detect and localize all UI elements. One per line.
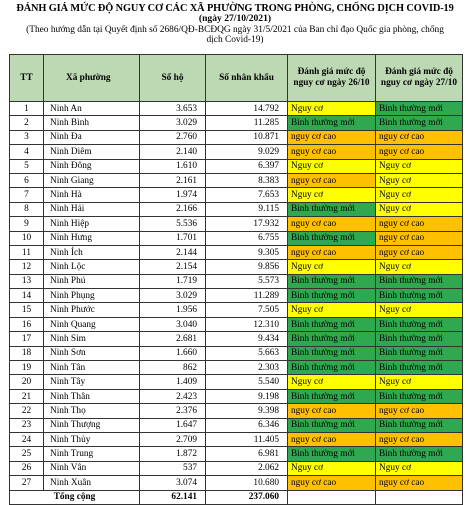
cell-households: 1.872 bbox=[140, 447, 206, 461]
cell-eval-2610: Bình thường mới bbox=[288, 317, 376, 331]
cell-tt: 15 bbox=[10, 303, 44, 317]
table-row bbox=[10, 432, 463, 446]
cell-tt: 17 bbox=[10, 332, 44, 346]
cell-population: 5.540 bbox=[206, 375, 288, 389]
cell-eval-2710: Bình thường mới bbox=[376, 116, 463, 130]
cell-population: 7.653 bbox=[206, 188, 288, 202]
cell-population: 9.434 bbox=[206, 332, 288, 346]
cell-households: 1.409 bbox=[140, 375, 206, 389]
cell-households: 1.610 bbox=[140, 159, 206, 173]
table-row bbox=[10, 260, 463, 274]
table-row bbox=[10, 145, 463, 159]
cell-tt: 9 bbox=[10, 217, 44, 231]
cell-eval-2610: Bình thường mới bbox=[288, 361, 376, 375]
cell-eval-2710: Bình thường mới bbox=[376, 289, 463, 303]
document-note-line1: (Theo hướng dẫn tại Quyết định số 2686/QĐ-BCĐQG ngày 31/5/2021 của Ban chỉ đạo Quốc gia phòng, chống bbox=[26, 24, 444, 35]
table-row bbox=[10, 289, 463, 303]
table-row bbox=[10, 231, 463, 245]
cell-eval-2710: Bình thường mới bbox=[376, 274, 463, 288]
cell-eval-2710: Nguy cơ bbox=[376, 260, 463, 274]
cell-ward-name: Ninh Đa bbox=[44, 130, 140, 144]
cell-population: 2.062 bbox=[206, 461, 288, 475]
cell-eval-2710: Bình thường mới bbox=[376, 102, 463, 116]
cell-households: 2.144 bbox=[140, 245, 206, 259]
document-note-line2: dịch Covid-19) bbox=[206, 35, 264, 45]
cell-ward-name: Ninh Thọ bbox=[44, 404, 140, 418]
cell-eval-2610: nguy cơ cao bbox=[288, 476, 376, 490]
cell-population: 2.303 bbox=[206, 361, 288, 375]
cell-ward-name: Ninh Sơn bbox=[44, 346, 140, 360]
cell-eval-2610: Nguy cơ bbox=[288, 260, 376, 274]
column-header-households: Số hộ bbox=[140, 55, 206, 102]
column-header-ward: Xã phường bbox=[44, 55, 140, 102]
cell-tt: 12 bbox=[10, 260, 44, 274]
cell-population: 12.310 bbox=[206, 317, 288, 331]
cell-eval-2610: Nguy cơ bbox=[288, 159, 376, 173]
cell-tt: 11 bbox=[10, 245, 44, 259]
cell-tt: 18 bbox=[10, 346, 44, 360]
cell-tt: 22 bbox=[10, 404, 44, 418]
cell-population: 9.115 bbox=[206, 202, 288, 216]
cell-households: 5.536 bbox=[140, 217, 206, 231]
cell-households: 2.760 bbox=[140, 130, 206, 144]
cell-households: 1.956 bbox=[140, 303, 206, 317]
cell-tt: 4 bbox=[10, 145, 44, 159]
cell-ward-name: Ninh Ích bbox=[44, 245, 140, 259]
cell-population: 6.981 bbox=[206, 447, 288, 461]
cell-ward-name: Ninh Vân bbox=[44, 461, 140, 475]
total-empty-cell bbox=[376, 490, 463, 504]
cell-eval-2710: Bình thường mới bbox=[376, 389, 463, 403]
cell-ward-name: Ninh An bbox=[44, 102, 140, 116]
cell-tt: 1 bbox=[10, 102, 44, 116]
cell-ward-name: Ninh Hải bbox=[44, 202, 140, 216]
cell-households: 2.681 bbox=[140, 332, 206, 346]
table-row bbox=[10, 217, 463, 231]
cell-population: 9.398 bbox=[206, 404, 288, 418]
cell-population: 6.755 bbox=[206, 231, 288, 245]
cell-eval-2710: Bình thường mới bbox=[376, 418, 463, 432]
cell-eval-2610: nguy cơ cao bbox=[288, 432, 376, 446]
cell-eval-2610: Nguy cơ bbox=[288, 303, 376, 317]
cell-eval-2610: Bình thường mới bbox=[288, 116, 376, 130]
total-row bbox=[10, 490, 463, 504]
table-row bbox=[10, 116, 463, 130]
table-row bbox=[10, 159, 463, 173]
cell-tt: 26 bbox=[10, 461, 44, 475]
cell-households: 2.140 bbox=[140, 145, 206, 159]
document-date: (ngày 27/10/2021) bbox=[198, 13, 272, 24]
cell-population: 11.405 bbox=[206, 432, 288, 446]
cell-population: 9.856 bbox=[206, 260, 288, 274]
column-header-population: Số nhân khẩu bbox=[206, 55, 288, 102]
table-row bbox=[10, 476, 463, 490]
cell-households: 3.029 bbox=[140, 116, 206, 130]
cell-households: 1.647 bbox=[140, 418, 206, 432]
cell-population: 10.680 bbox=[206, 476, 288, 490]
cell-eval-2710: Bình thường mới bbox=[376, 317, 463, 331]
cell-eval-2610: Bình thường mới bbox=[288, 418, 376, 432]
cell-eval-2610: Bình thường mới bbox=[288, 202, 376, 216]
cell-population: 10.871 bbox=[206, 130, 288, 144]
cell-tt: 21 bbox=[10, 389, 44, 403]
table-row bbox=[10, 375, 463, 389]
cell-eval-2710: Bình thường mới bbox=[376, 332, 463, 346]
cell-eval-2710: nguy cơ cao bbox=[376, 130, 463, 144]
cell-households: 3.653 bbox=[140, 102, 206, 116]
cell-eval-2610: nguy cơ cao bbox=[288, 245, 376, 259]
cell-tt: 7 bbox=[10, 188, 44, 202]
cell-ward-name: Ninh Xuân bbox=[44, 476, 140, 490]
cell-ward-name: Ninh Lộc bbox=[44, 260, 140, 274]
cell-eval-2610: Nguy cơ bbox=[288, 461, 376, 475]
cell-ward-name: Ninh Đông bbox=[44, 159, 140, 173]
cell-tt: 10 bbox=[10, 231, 44, 245]
cell-tt: 2 bbox=[10, 116, 44, 130]
cell-population: 9.029 bbox=[206, 145, 288, 159]
table-row bbox=[10, 102, 463, 116]
table-row bbox=[10, 404, 463, 418]
cell-ward-name: Ninh Bình bbox=[44, 116, 140, 130]
cell-eval-2710: Nguy cơ bbox=[376, 461, 463, 475]
cell-households: 2.166 bbox=[140, 202, 206, 216]
table-row bbox=[10, 461, 463, 475]
cell-population: 9.305 bbox=[206, 245, 288, 259]
cell-tt: 19 bbox=[10, 361, 44, 375]
column-header-tt: TT bbox=[10, 55, 44, 102]
cell-eval-2710: nguy cơ cao bbox=[376, 217, 463, 231]
cell-eval-2710: Nguy cơ bbox=[376, 188, 463, 202]
cell-ward-name: Ninh Tân bbox=[44, 361, 140, 375]
cell-eval-2710: nguy cơ cao bbox=[376, 404, 463, 418]
cell-eval-2610: nguy cơ cao bbox=[288, 130, 376, 144]
total-households: 62.141 bbox=[140, 490, 206, 504]
table-header-row bbox=[10, 55, 463, 102]
cell-population: 8.383 bbox=[206, 173, 288, 187]
cell-population: 6.346 bbox=[206, 418, 288, 432]
cell-eval-2710: Nguy cơ bbox=[376, 375, 463, 389]
cell-eval-2610: nguy cơ cao bbox=[288, 145, 376, 159]
cell-eval-2610: Bình thường mới bbox=[288, 274, 376, 288]
cell-eval-2710: nguy cơ cao bbox=[376, 476, 463, 490]
cell-eval-2710: nguy cơ cao bbox=[376, 245, 463, 259]
cell-ward-name: Ninh Hiệp bbox=[44, 217, 140, 231]
cell-households: 2.154 bbox=[140, 260, 206, 274]
risk-assessment-table bbox=[9, 54, 463, 505]
cell-tt: 14 bbox=[10, 289, 44, 303]
table-body bbox=[10, 102, 463, 491]
cell-tt: 20 bbox=[10, 375, 44, 389]
cell-ward-name: Ninh Thủy bbox=[44, 432, 140, 446]
cell-ward-name: Ninh Phụng bbox=[44, 289, 140, 303]
cell-ward-name: Ninh Diêm bbox=[44, 145, 140, 159]
cell-ward-name: Ninh Phú bbox=[44, 274, 140, 288]
cell-ward-name: Ninh Hưng bbox=[44, 231, 140, 245]
cell-eval-2710: Nguy cơ bbox=[376, 202, 463, 216]
cell-eval-2710: Nguy cơ bbox=[376, 159, 463, 173]
cell-tt: 23 bbox=[10, 418, 44, 432]
cell-households: 2.161 bbox=[140, 173, 206, 187]
column-header-eval-2710: Đánh giá mức độ nguy cơ ngày 27/10 bbox=[376, 55, 463, 102]
cell-households: 3.029 bbox=[140, 289, 206, 303]
cell-households: 537 bbox=[140, 461, 206, 475]
table-row bbox=[10, 389, 463, 403]
cell-eval-2710: nguy cơ cao bbox=[376, 231, 463, 245]
table-row bbox=[10, 130, 463, 144]
cell-eval-2710: Bình thường mới bbox=[376, 346, 463, 360]
table-row bbox=[10, 317, 463, 331]
total-label: Tổng cộng bbox=[10, 490, 140, 504]
cell-households: 3.040 bbox=[140, 317, 206, 331]
cell-ward-name: Ninh Thân bbox=[44, 389, 140, 403]
cell-eval-2710: nguy cơ cao bbox=[376, 145, 463, 159]
cell-tt: 13 bbox=[10, 274, 44, 288]
cell-population: 11.289 bbox=[206, 289, 288, 303]
cell-eval-2610: nguy cơ cao bbox=[288, 173, 376, 187]
cell-population: 9.198 bbox=[206, 389, 288, 403]
total-population: 237.060 bbox=[206, 490, 288, 504]
cell-households: 2.376 bbox=[140, 404, 206, 418]
table-row bbox=[10, 245, 463, 259]
cell-eval-2710: Bình thường mới bbox=[376, 447, 463, 461]
cell-tt: 27 bbox=[10, 476, 44, 490]
cell-population: 5.573 bbox=[206, 274, 288, 288]
cell-households: 1.701 bbox=[140, 231, 206, 245]
cell-households: 1.660 bbox=[140, 346, 206, 360]
table-row bbox=[10, 418, 463, 432]
cell-eval-2710: Nguy cơ bbox=[376, 303, 463, 317]
cell-tt: 24 bbox=[10, 432, 44, 446]
cell-ward-name: Ninh Trung bbox=[44, 447, 140, 461]
table-row bbox=[10, 346, 463, 360]
cell-ward-name: Ninh Sim bbox=[44, 332, 140, 346]
cell-eval-2610: Nguy cơ bbox=[288, 375, 376, 389]
table-row bbox=[10, 202, 463, 216]
cell-eval-2610: Bình thường mới bbox=[288, 447, 376, 461]
cell-ward-name: Ninh Phước bbox=[44, 303, 140, 317]
cell-population: 5.663 bbox=[206, 346, 288, 360]
cell-eval-2610: Nguy cơ bbox=[288, 102, 376, 116]
table-row bbox=[10, 188, 463, 202]
cell-households: 2.709 bbox=[140, 432, 206, 446]
table-row bbox=[10, 361, 463, 375]
cell-ward-name: Ninh Thượng bbox=[44, 418, 140, 432]
cell-ward-name: Ninh Tây bbox=[44, 375, 140, 389]
cell-tt: 16 bbox=[10, 317, 44, 331]
cell-eval-2610: Bình thường mới bbox=[288, 289, 376, 303]
cell-households: 1.719 bbox=[140, 274, 206, 288]
cell-population: 6.397 bbox=[206, 159, 288, 173]
table-row bbox=[10, 274, 463, 288]
cell-population: 17.932 bbox=[206, 217, 288, 231]
cell-eval-2710: Nguy cơ bbox=[376, 173, 463, 187]
cell-eval-2710: Bình thường mới bbox=[376, 361, 463, 375]
cell-eval-2610: Bình thường mới bbox=[288, 389, 376, 403]
cell-tt: 6 bbox=[10, 173, 44, 187]
cell-households: 862 bbox=[140, 361, 206, 375]
table-row bbox=[10, 332, 463, 346]
table-row bbox=[10, 303, 463, 317]
cell-ward-name: Ninh Giang bbox=[44, 173, 140, 187]
cell-eval-2610: Bình thường mới bbox=[288, 346, 376, 360]
total-empty-cell bbox=[288, 490, 376, 504]
cell-ward-name: Ninh Hà bbox=[44, 188, 140, 202]
cell-ward-name: Ninh Quang bbox=[44, 317, 140, 331]
cell-eval-2610: Bình thường mới bbox=[288, 231, 376, 245]
cell-eval-2710: nguy cơ cao bbox=[376, 432, 463, 446]
cell-eval-2610: nguy cơ cao bbox=[288, 217, 376, 231]
column-header-eval-2610: Đánh giá mức độ nguy cơ ngày 26/10 bbox=[288, 55, 376, 102]
cell-eval-2610: Nguy cơ bbox=[288, 188, 376, 202]
table-row bbox=[10, 173, 463, 187]
cell-tt: 5 bbox=[10, 159, 44, 173]
cell-households: 3.074 bbox=[140, 476, 206, 490]
document-title: ĐÁNH GIÁ MỨC ĐỘ NGUY CƠ CÁC XÃ PHƯỜNG TRONG PHÒNG, CHỐNG DỊCH COVID-19 bbox=[16, 3, 454, 14]
cell-population: 7.505 bbox=[206, 303, 288, 317]
cell-tt: 3 bbox=[10, 130, 44, 144]
cell-tt: 25 bbox=[10, 447, 44, 461]
cell-tt: 8 bbox=[10, 202, 44, 216]
cell-households: 1.974 bbox=[140, 188, 206, 202]
cell-eval-2610: Bình thường mới bbox=[288, 332, 376, 346]
cell-population: 14.792 bbox=[206, 102, 288, 116]
table-row bbox=[10, 447, 463, 461]
cell-population: 11.285 bbox=[206, 116, 288, 130]
cell-eval-2610: nguy cơ cao bbox=[288, 404, 376, 418]
cell-households: 2.423 bbox=[140, 389, 206, 403]
